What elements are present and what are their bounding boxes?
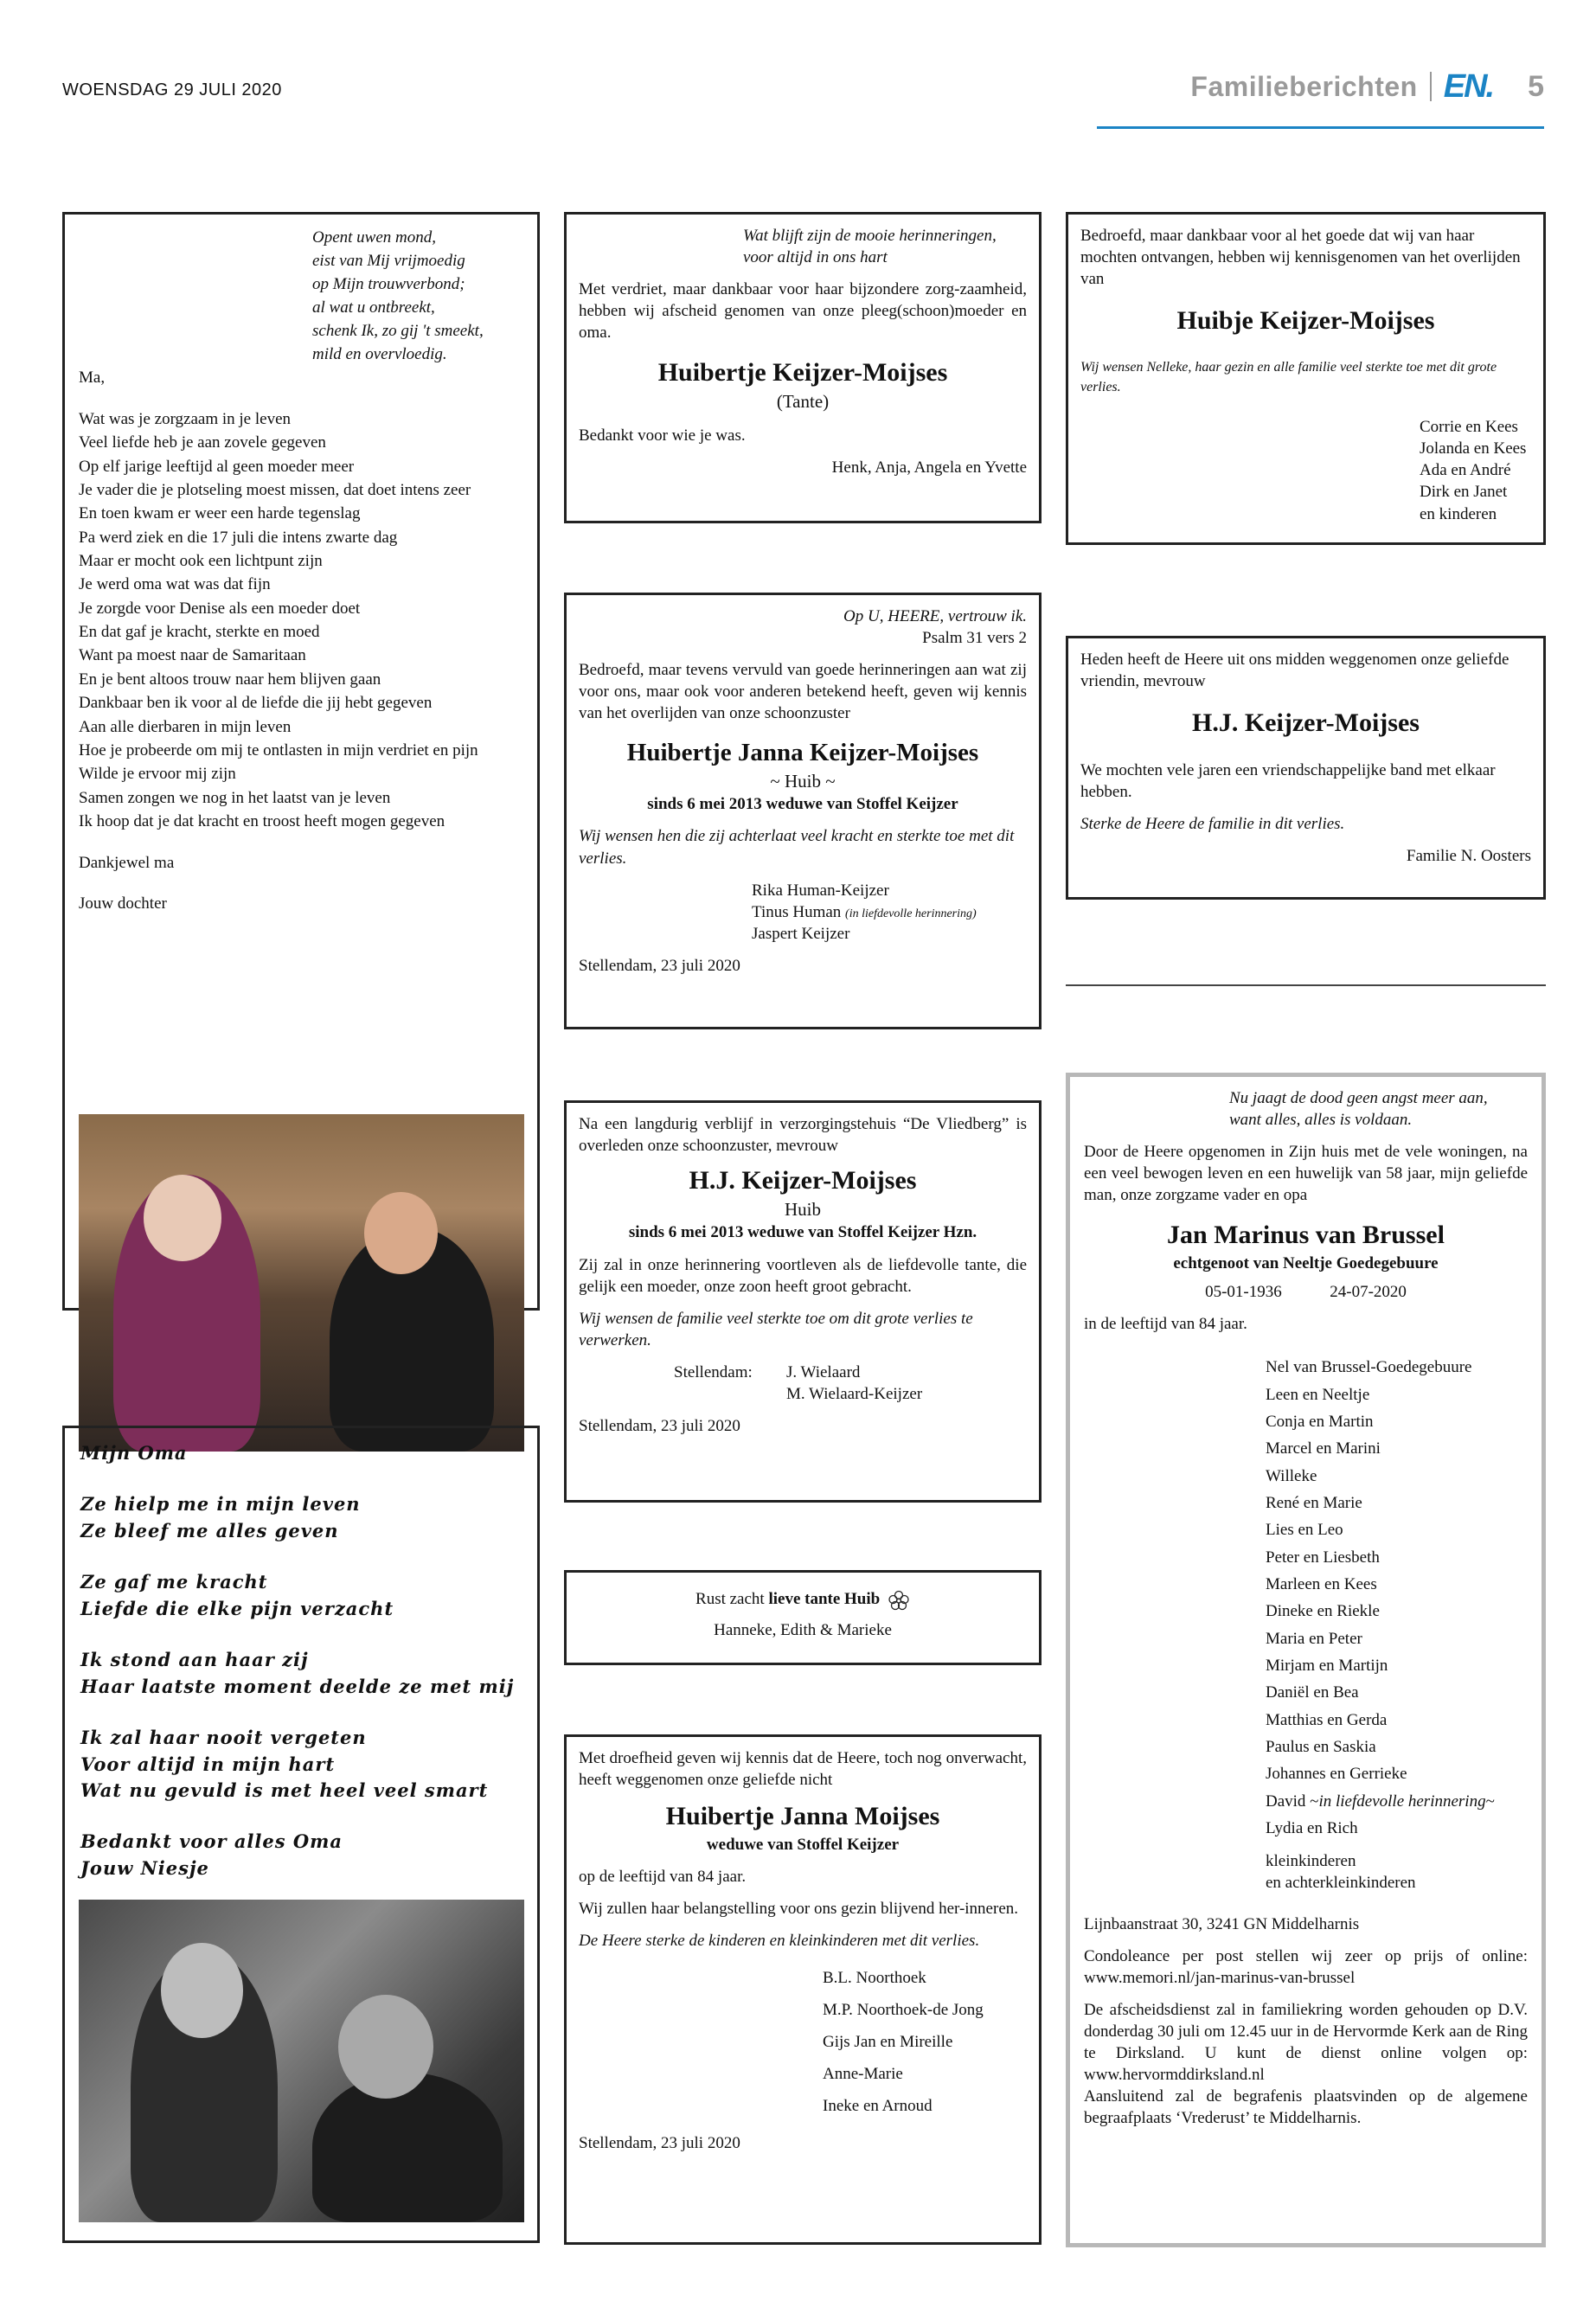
- section-title: Familieberichten: [1190, 70, 1418, 102]
- address: Lijnbaanstraat 30, 3241 GN Middelharnis: [1084, 1914, 1360, 1933]
- family-member: Johannes en Gerrieke: [1266, 1765, 1407, 1784]
- deceased-name: H.J. Keijzer-Moijses: [689, 1166, 917, 1195]
- wish: Wij wensen Nelleke, haar gezin en alle familie veel sterkte toe met dit grote verlies.: [1080, 359, 1497, 395]
- deceased-name: Jan Marinus van Brussel: [1167, 1221, 1445, 1250]
- grandchildren-line: kleinkinderen: [1266, 1852, 1356, 1871]
- rust-text: Rust zacht: [695, 1590, 769, 1608]
- verse: [312, 227, 523, 367]
- signature-line: Gijs Jan en Mireille: [823, 2033, 953, 2052]
- poem-line: Ze hielp me in mijn leven: [80, 1493, 361, 1516]
- photo-face-left: [161, 1943, 243, 2038]
- rust-line: [579, 1588, 1027, 1611]
- intro: Met droefheid geven wij kennis dat de Heere, toch nog onverwacht, heeft weggenomen onze geliefde nicht: [579, 1749, 1027, 1790]
- verse-line: op Mijn trouwverbond;: [312, 274, 465, 293]
- signature-line: Tinus Human: [752, 902, 842, 921]
- death-date: 24-07-2020: [1330, 1283, 1407, 1302]
- text: Wij zullen haar belangstelling voor ons gezin blijvend her-inneren.: [579, 1899, 1018, 1918]
- signature-line: en kinderen: [1420, 504, 1497, 523]
- signature-line: Jaspert Keijzer: [752, 924, 850, 943]
- signature-line: Ada en André: [1420, 461, 1511, 480]
- oma-poem: [80, 1440, 522, 1881]
- issue-date: WOENSDAG 29 JULI 2020: [62, 80, 282, 99]
- nickname: ~ Huib ~: [770, 770, 836, 792]
- verse-line: Opent uwen mond,: [312, 228, 437, 247]
- ad-tante: [564, 212, 1042, 523]
- poem-line: Wat nu gevuld is met heel veel smart: [80, 1779, 489, 1801]
- signature-note: (in liefdevolle herinnering): [845, 907, 977, 920]
- family-member-tilde: ~: [1485, 1791, 1495, 1811]
- signature-line: Rika Human-Keijzer: [752, 881, 889, 900]
- family-member: René en Marie: [1266, 1493, 1362, 1512]
- deceased-name: H.J. Keijzer-Moijses: [1192, 708, 1420, 738]
- intro: Bedroefd, maar dankbaar voor al het goede dat wij van haar mochten ontvangen, hebben wij kennisgenomen van het overlijden van: [1080, 227, 1521, 289]
- intro: Door de Heere opgenomen in Zijn huis met de vele woningen, na een veel bewogen leven en een huwelijk van 58 jaar, mijn geliefde man, onze zorgzame vader en opa: [1084, 1143, 1528, 1205]
- poem-line: Je werd oma wat was dat fijn: [79, 575, 271, 594]
- family-member: Lydia en Rich: [1266, 1819, 1358, 1838]
- nickname: Huib: [785, 1198, 821, 1220]
- wish: Sterke de Heere de familie in dit verlies.: [1080, 814, 1345, 833]
- poem-line: Op elf jarige leeftijd al geen moeder meer: [79, 457, 355, 476]
- poem-line: Ik zal haar nooit vergeten: [80, 1727, 367, 1749]
- family-member: Marcel en Marini: [1266, 1439, 1381, 1458]
- verse-line: eist van Mij vrijmoedig: [312, 251, 465, 270]
- verse: Op U, HEERE, vertrouw ik.: [843, 607, 1027, 625]
- signature-line: J. Wielaard: [786, 1362, 861, 1381]
- verse-line: Wat blijft zijn de mooie herinneringen,: [743, 227, 997, 245]
- signature-line: Dirk en Janet: [1420, 483, 1508, 502]
- poem: [79, 407, 523, 833]
- wish: De Heere sterke de kinderen en kleinkinderen met dit verlies.: [579, 1931, 980, 1950]
- poem-line: Ik stond aan haar zij: [80, 1649, 309, 1671]
- poem-line: Want pa moest naar de Samaritaan: [79, 646, 306, 665]
- flower-icon: [888, 1590, 910, 1611]
- widow-line: weduwe van Stoffel Keijzer: [706, 1835, 900, 1854]
- thanks: Bedankt voor wie je was.: [579, 426, 746, 445]
- photo-granddaughter-oma: [79, 1900, 524, 2222]
- spouse-line: echtgenoot van Neeltje Goedegebuure: [1173, 1253, 1439, 1272]
- ad-huibje: [1066, 212, 1546, 545]
- poem-line: En dat gaf je kracht, sterkte en moed: [79, 623, 320, 642]
- verse-line: al wat u ontbreekt,: [312, 298, 435, 317]
- signature-line: Anne-Marie: [823, 2065, 903, 2084]
- family-member: Matthias en Gerda: [1266, 1710, 1388, 1729]
- place-date: Stellendam, 23 juli 2020: [579, 956, 740, 975]
- poem-line: Wilde je ervoor mij zijn: [79, 765, 236, 784]
- poem-line: En toen kwam er weer een harde tegenslag: [79, 504, 361, 523]
- poem-line: Jouw Niesje: [80, 1856, 209, 1879]
- widow-line: sinds 6 mei 2013 weduwe van Stoffel Keijzer Hzn.: [628, 1223, 977, 1242]
- verse-reference: Psalm 31 vers 2: [922, 629, 1027, 648]
- family-member: Leen en Neeltje: [1266, 1385, 1370, 1404]
- family-member: Mirjam en Martijn: [1266, 1657, 1388, 1675]
- ad-oma: [62, 1426, 540, 2243]
- en-logo: EN.: [1443, 67, 1494, 105]
- family-member-name: David ~: [1266, 1791, 1319, 1811]
- signature-line: Corrie en Kees: [1420, 418, 1518, 437]
- signatures: [674, 1362, 1027, 1405]
- signature-line: Ineke en Arnoud: [823, 2097, 933, 2116]
- column-divider: [1066, 984, 1546, 986]
- widow-line: sinds 6 mei 2013 weduwe van Stoffel Keijzer: [647, 795, 958, 814]
- signature-line: Jolanda en Kees: [1420, 439, 1527, 458]
- service: De afscheidsdienst zal in familiekring worden gehouden op D.V. donderdag 30 juli om 12.45 uur in de Hervormde Kerk aan de Ring te Dirksland. U kunt de dienst online volgen op: www.hervormddirksland.nl: [1084, 2000, 1528, 2085]
- ad-rust-zacht: [564, 1570, 1042, 1665]
- family-member: Lies en Leo: [1266, 1521, 1343, 1540]
- signatures: [1420, 416, 1531, 524]
- deceased-name: Huibertje Janna Moijses: [665, 1802, 940, 1831]
- signature: Jouw dochter: [79, 894, 167, 913]
- poem-line: Dankbaar ben ik voor al de liefde die jij hebt gegeven: [79, 694, 433, 713]
- verse: [1229, 1087, 1528, 1131]
- poem-line: Ze gaf me kracht: [80, 1571, 268, 1593]
- ad-vriendin: [1066, 636, 1546, 900]
- wish: Wij wensen de familie veel sterkte toe om dit grote verlies te verwerken.: [579, 1309, 973, 1349]
- signature: Hanneke, Edith & Marieke: [714, 1620, 892, 1639]
- ad-vliedberg: [564, 1100, 1042, 1503]
- family-member: Dineke en Riekle: [1266, 1602, 1380, 1621]
- poem-title: Mijn Oma: [80, 1442, 188, 1464]
- signature-line: M. Wielaard-Keijzer: [786, 1384, 923, 1403]
- family-member: Marleen en Kees: [1266, 1574, 1377, 1593]
- signature-line: M.P. Noorthoek-de Jong: [823, 2001, 984, 2020]
- place-date: Stellendam, 23 juli 2020: [579, 1417, 740, 1436]
- text: Zij zal in onze herinnering voortleven als de liefdevolle tante, die gelijk een moeder, onze zoon heeft groot gebracht.: [579, 1255, 1027, 1296]
- poem-line: Maar er mocht ook een lichtpunt zijn: [79, 552, 323, 571]
- thanks: Dankjewel ma: [79, 854, 175, 873]
- deceased-name: Huibertje Keijzer-Moijses: [657, 358, 948, 388]
- birth-date: 05-01-1936: [1205, 1283, 1282, 1302]
- family-member: Nel van Brussel-Goedegebuure: [1266, 1358, 1472, 1377]
- grandchildren-line: en achterkleinkinderen: [1266, 1874, 1416, 1893]
- signature-line: B.L. Noorthoek: [823, 1969, 926, 1988]
- poem-line: Ze bleef me alles geven: [80, 1519, 339, 1541]
- burial: Aansluitend zal de begrafenis plaatsvinden op de algemene begraafplaats ‘Vrederust’ te Middelharnis.: [1084, 2087, 1528, 2128]
- verse-line: Nu jaagt de dood geen angst meer aan,: [1229, 1089, 1488, 1107]
- family-member: Peter en Liesbeth: [1266, 1548, 1380, 1567]
- poem-line: Ik hoop dat je dat kracht en troost heeft mogen gegeven: [79, 812, 445, 830]
- ad-van-brussel: [1066, 1073, 1546, 2247]
- place-date: Stellendam, 23 juli 2020: [579, 2134, 740, 2153]
- condolence: Condoleance per post stellen wij zeer op prijs of online: www.memori.nl/jan-marinus-van-brussel: [1084, 1946, 1528, 1987]
- family-member: [1266, 1788, 1528, 1815]
- photo-face-right: [364, 1192, 438, 1274]
- verse-line: voor altijd in ons hart: [743, 248, 888, 267]
- greeting: Ma,: [79, 368, 106, 387]
- poem-line: Pa werd ziek en die 17 juli die intens zwarte dag: [79, 528, 398, 547]
- photo-face-right: [338, 1995, 433, 2099]
- poem-line: Bedankt voor alles Oma: [80, 1830, 343, 1853]
- poem-line: Veel liefde heb je aan zovele gegeven: [79, 433, 326, 452]
- intro: Bedroefd, maar tevens vervuld van goede herinneringen aan wat zij voor ons, maar ook voor anderen betekend heeft, geven wij kennis van het overlijden van onze schoonzuster: [579, 661, 1027, 723]
- signature: Familie N. Oosters: [1406, 846, 1531, 865]
- verse-line: mild en overvloedig.: [312, 344, 447, 363]
- photo-face-left: [144, 1175, 221, 1261]
- poem-line: Wat was je zorgzaam in je leven: [79, 409, 292, 428]
- header-rule: [1097, 126, 1544, 129]
- family-member: Conja en Martin: [1266, 1412, 1374, 1431]
- verse: [743, 225, 1027, 268]
- poem-line: Liefde die elke pijn verzacht: [80, 1597, 394, 1619]
- family-member: Daniël en Bea: [1266, 1683, 1359, 1702]
- family-list: [1266, 1354, 1528, 1842]
- intro: Heden heeft de Heere uit ons midden weggenomen onze geliefde vriendin, mevrouw: [1080, 651, 1509, 691]
- intro: Na een langdurig verblijf in verzorgingstehuis “De Vliedberg” is overleden onze schoonzuster, mevrouw: [579, 1115, 1027, 1156]
- verse-line: schenk Ik, zo gij 't smeekt,: [312, 321, 484, 340]
- family-member-note: in liefdevolle herinnering: [1318, 1791, 1486, 1811]
- ad-moijses: [564, 1734, 1042, 2245]
- ad-psalm: [564, 593, 1042, 1029]
- signature: Henk, Anja, Angela en Yvette: [831, 458, 1027, 477]
- signature-place: Stellendam:: [674, 1362, 753, 1381]
- photo-grandmother-daughter: [79, 1114, 524, 1452]
- poem-line: Voor altijd in mijn hart: [80, 1753, 336, 1775]
- poem-line: En je bent altoos trouw naar hem blijven gaan: [79, 670, 381, 689]
- photo-figure-right: [312, 2073, 503, 2222]
- poem-line: Je zorgde voor Denise als een moeder doet: [79, 599, 361, 618]
- wish: Wij wensen hen die zij achterlaat veel kracht en sterkte toe met dit verlies.: [579, 827, 1015, 868]
- ad-ma: [62, 212, 540, 1311]
- page-number: 5: [1528, 69, 1544, 103]
- signatures: [752, 880, 1027, 945]
- deceased-name: Huibje Keijzer-Moijses: [1176, 306, 1435, 336]
- family-member: Paulus en Saskia: [1266, 1738, 1376, 1757]
- deceased-name: Huibertje Janna Keijzer-Moijses: [626, 739, 979, 767]
- poem-line: Samen zongen we nog in het laatst van je leven: [79, 788, 391, 807]
- poem-line: Hoe je probeerde om mij te ontlasten in mijn verdriet en pijn: [79, 740, 478, 760]
- signatures: [823, 1962, 1027, 2122]
- family-member: Maria en Peter: [1266, 1629, 1362, 1648]
- family-member: Willeke: [1266, 1466, 1317, 1485]
- verse-line: want alles, alles is voldaan.: [1229, 1111, 1413, 1130]
- grandchildren: [1266, 1850, 1528, 1894]
- poem-line: Aan alle dierbaren in mijn leven: [79, 717, 292, 736]
- page-header: [1190, 67, 1544, 106]
- intro: Met verdriet, maar dankbaar voor haar bijzondere zorg-zaamheid, hebben wij afscheid genomen van onze pleeg(schoon)moeder en oma.: [579, 280, 1027, 343]
- poem-line: Haar laatste moment deelde ze met mij: [80, 1675, 515, 1697]
- header-divider: [1430, 72, 1432, 101]
- text: We mochten vele jaren een vriendschappelijke band met elkaar hebben.: [1080, 760, 1496, 801]
- poem-line: Je vader die je plotseling moest missen, dat doet intens zeer: [79, 480, 471, 499]
- dates: [1084, 1281, 1528, 1303]
- age: in de leeftijd van 84 jaar.: [1084, 1315, 1247, 1334]
- rust-name: lieve tante Huib: [768, 1590, 881, 1608]
- role: (Tante): [776, 390, 830, 412]
- age: op de leeftijd van 84 jaar.: [579, 1867, 747, 1886]
